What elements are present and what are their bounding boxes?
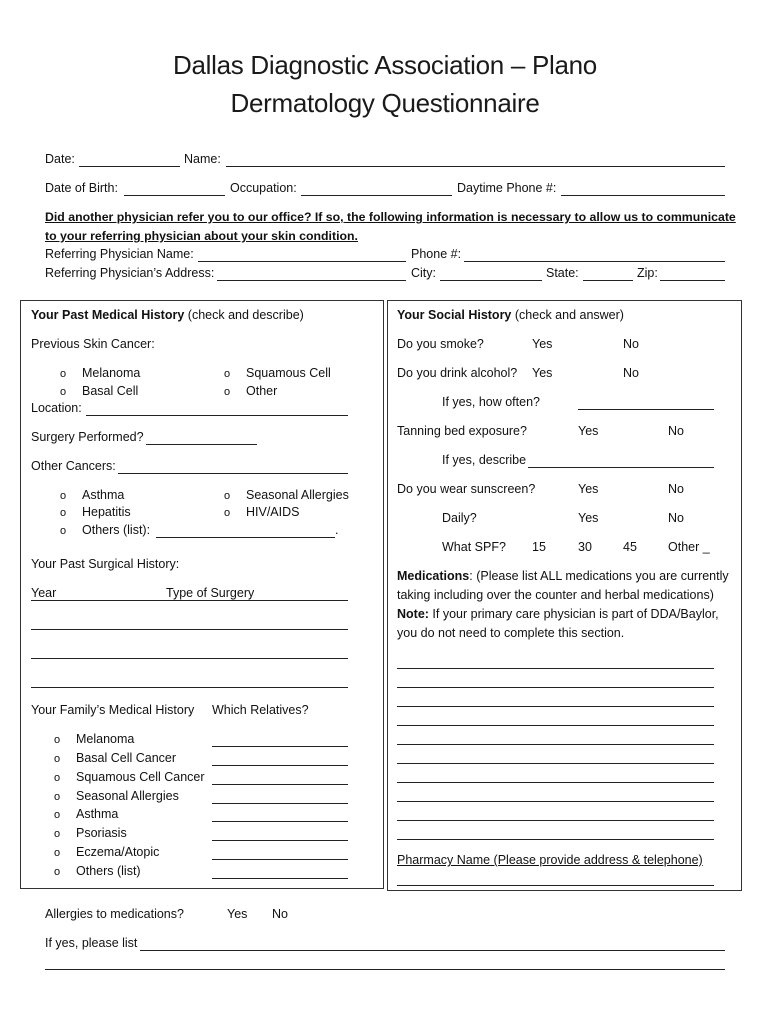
melanoma-checkbox[interactable]: o xyxy=(60,368,67,380)
name-label: Name: xyxy=(184,152,221,166)
family-seasonal-field[interactable] xyxy=(212,803,348,804)
tanning-no[interactable]: No xyxy=(668,424,684,438)
allergies-list-field[interactable] xyxy=(140,950,725,951)
family-basal-field[interactable] xyxy=(212,765,348,766)
hiv-checkbox[interactable]: o xyxy=(224,507,231,519)
other-label: Other xyxy=(246,384,278,398)
dob-label: Date of Birth: xyxy=(45,181,118,195)
referral-address-label: Referring Physician’s Address: xyxy=(45,266,215,280)
family-squamous-label: Squamous Cell Cancer xyxy=(76,770,205,784)
smoke-yes[interactable]: Yes xyxy=(532,337,553,351)
other-cancers-field[interactable] xyxy=(118,473,348,474)
occupation-label: Occupation: xyxy=(230,181,297,195)
family-asthma-field[interactable] xyxy=(212,821,348,822)
tanning-yes[interactable]: Yes xyxy=(578,424,599,438)
spf-30[interactable]: 30 xyxy=(578,540,592,554)
surgery-row-4[interactable] xyxy=(31,687,348,688)
hiv-label: HIV/AIDS xyxy=(246,505,300,519)
family-others-field[interactable] xyxy=(212,878,348,879)
pharmacy-field[interactable] xyxy=(397,885,714,886)
others-list-period: . xyxy=(335,523,339,537)
medication-line-7[interactable] xyxy=(397,782,714,783)
surgery-label: Surgery Performed? xyxy=(31,430,144,444)
referral-zip-field[interactable] xyxy=(660,280,725,281)
smoke-label: Do you smoke? xyxy=(397,337,484,351)
daily-label: Daily? xyxy=(442,511,477,525)
family-basal-checkbox[interactable]: o xyxy=(54,753,61,765)
year-header: Year xyxy=(31,586,57,600)
asthma-label: Asthma xyxy=(82,488,125,502)
referral-question-2: to your referring physician about your skin condition. xyxy=(45,229,358,243)
pharmacy-label: Pharmacy Name (Please provide address & telephone) xyxy=(397,853,703,867)
referral-zip-label: Zip: xyxy=(637,266,658,280)
surgery-type-header: Type of Surgery xyxy=(166,586,255,600)
medications-line-4: you do not need to complete this section. xyxy=(397,626,625,640)
referral-state-label: State: xyxy=(546,266,579,280)
referring-physician-field[interactable] xyxy=(198,261,406,262)
medication-line-3[interactable] xyxy=(397,706,714,707)
referral-phone-label: Phone #: xyxy=(411,247,462,261)
basal-label: Basal Cell xyxy=(82,384,139,398)
medication-line-8[interactable] xyxy=(397,801,714,802)
name-field[interactable] xyxy=(226,166,725,167)
family-others-label: Others (list) xyxy=(76,864,141,878)
family-history-heading: Your Family’s Medical History xyxy=(31,703,195,717)
referral-phone-field[interactable] xyxy=(464,261,725,262)
referral-question-1: Did another physician refer you to our office? If so, the following information is necessary to allow us to communicate xyxy=(45,210,736,224)
family-psoriasis-field[interactable] xyxy=(212,840,348,841)
family-squamous-checkbox[interactable]: o xyxy=(54,772,61,784)
medications-line-2: taking including over the counter and herbal medications) xyxy=(397,588,714,602)
daily-no[interactable]: No xyxy=(668,511,684,525)
allergies-list-field-2[interactable] xyxy=(45,969,725,970)
others-list-field[interactable] xyxy=(156,537,335,538)
how-often-label: If yes, how often? xyxy=(442,395,540,409)
sunscreen-yes[interactable]: Yes xyxy=(578,482,599,496)
family-eczema-label: Eczema/Atopic xyxy=(76,845,160,859)
alcohol-no[interactable]: No xyxy=(623,366,639,380)
occupation-field[interactable] xyxy=(301,195,452,196)
form-title-line2: Dermatology Questionnaire xyxy=(230,88,540,118)
other-cancers-label: Other Cancers: xyxy=(31,459,116,473)
family-basal-label: Basal Cell Cancer xyxy=(76,751,177,765)
medication-line-6[interactable] xyxy=(397,763,714,764)
sunscreen-no[interactable]: No xyxy=(668,482,684,496)
describe-label: If yes, describe xyxy=(442,453,527,467)
past-medical-heading: Your Past Medical History (check and describe) xyxy=(31,308,304,322)
date-label: Date: xyxy=(45,152,75,166)
location-label: Location: xyxy=(31,401,82,415)
family-eczema-field[interactable] xyxy=(212,859,348,860)
spf-other[interactable]: Other _ xyxy=(668,540,710,554)
seasonal-allergies-label: Seasonal Allergies xyxy=(246,488,349,502)
sunscreen-label: Do you wear sunscreen? xyxy=(397,482,536,496)
allergies-list-label: If yes, please list xyxy=(45,936,138,950)
dob-field[interactable] xyxy=(124,195,225,196)
allergies-yes[interactable]: Yes xyxy=(227,907,248,921)
describe-field[interactable] xyxy=(528,467,714,468)
basal-checkbox[interactable]: o xyxy=(60,386,67,398)
other-checkbox[interactable]: o xyxy=(224,386,231,398)
surgery-row-2[interactable] xyxy=(31,629,348,630)
medication-line-9[interactable] xyxy=(397,820,714,821)
squamous-checkbox[interactable]: o xyxy=(224,368,231,380)
surgery-row-3[interactable] xyxy=(31,658,348,659)
family-eczema-checkbox[interactable]: o xyxy=(54,847,61,859)
family-melanoma-label: Melanoma xyxy=(76,732,135,746)
date-field[interactable] xyxy=(79,166,180,167)
family-squamous-field[interactable] xyxy=(212,784,348,785)
medication-line-4[interactable] xyxy=(397,725,714,726)
hepatitis-label: Hepatitis xyxy=(82,505,131,519)
smoke-no[interactable]: No xyxy=(623,337,639,351)
spf-45[interactable]: 45 xyxy=(623,540,637,554)
asthma-checkbox[interactable]: o xyxy=(60,490,67,502)
referral-state-field[interactable] xyxy=(583,280,633,281)
melanoma-label: Melanoma xyxy=(82,366,141,380)
daytime-phone-label: Daytime Phone #: xyxy=(457,181,557,195)
referral-city-label: City: xyxy=(411,266,436,280)
allergies-no[interactable]: No xyxy=(272,907,288,921)
surgical-history-label: Your Past Surgical History: xyxy=(31,557,180,571)
which-relatives-header: Which Relatives? xyxy=(212,703,309,717)
others-list-label: Others (list): xyxy=(82,523,151,537)
family-others-checkbox[interactable]: o xyxy=(54,866,61,878)
prev-skin-cancer-label: Previous Skin Cancer: xyxy=(31,337,155,351)
alcohol-yes[interactable]: Yes xyxy=(532,366,553,380)
family-melanoma-checkbox[interactable]: o xyxy=(54,734,61,746)
referral-address-field[interactable] xyxy=(217,280,406,281)
seasonal-allergies-checkbox[interactable]: o xyxy=(224,490,231,502)
tanning-label: Tanning bed exposure? xyxy=(397,424,527,438)
medication-line-10[interactable] xyxy=(397,839,714,840)
spf-15[interactable]: 15 xyxy=(532,540,546,554)
family-melanoma-field[interactable] xyxy=(212,746,348,747)
family-seasonal-label: Seasonal Allergies xyxy=(76,789,179,803)
others-list-checkbox[interactable]: o xyxy=(60,525,67,537)
surgery-field[interactable] xyxy=(146,444,257,445)
allergies-label: Allergies to medications? xyxy=(45,907,184,921)
medication-line-1[interactable] xyxy=(397,668,714,669)
alcohol-label: Do you drink alcohol? xyxy=(397,366,518,380)
medications-note: Note: If your primary care physician is part of DDA/Baylor, xyxy=(397,607,719,621)
hepatitis-checkbox[interactable]: o xyxy=(60,507,67,519)
medications-line-1: Medications: (Please list ALL medications you are currently xyxy=(397,569,729,583)
social-history-heading: Your Social History (check and answer) xyxy=(397,308,624,322)
family-seasonal-checkbox[interactable]: o xyxy=(54,791,61,803)
family-asthma-checkbox[interactable]: o xyxy=(54,809,61,821)
referral-city-field[interactable] xyxy=(440,280,542,281)
daytime-phone-field[interactable] xyxy=(561,195,725,196)
daily-yes[interactable]: Yes xyxy=(578,511,599,525)
surgery-row-1[interactable] xyxy=(31,600,348,601)
squamous-label: Squamous Cell xyxy=(246,366,331,380)
form-title-line1: Dallas Diagnostic Association – Plano xyxy=(173,50,597,80)
family-asthma-label: Asthma xyxy=(76,807,119,821)
referring-physician-label: Referring Physician Name: xyxy=(45,247,194,261)
location-field[interactable] xyxy=(86,415,348,416)
spf-label: What SPF? xyxy=(442,540,506,554)
family-psoriasis-checkbox[interactable]: o xyxy=(54,828,61,840)
family-psoriasis-label: Psoriasis xyxy=(76,826,127,840)
medication-line-2[interactable] xyxy=(397,687,714,688)
how-often-field[interactable] xyxy=(578,409,714,410)
medication-line-5[interactable] xyxy=(397,744,714,745)
